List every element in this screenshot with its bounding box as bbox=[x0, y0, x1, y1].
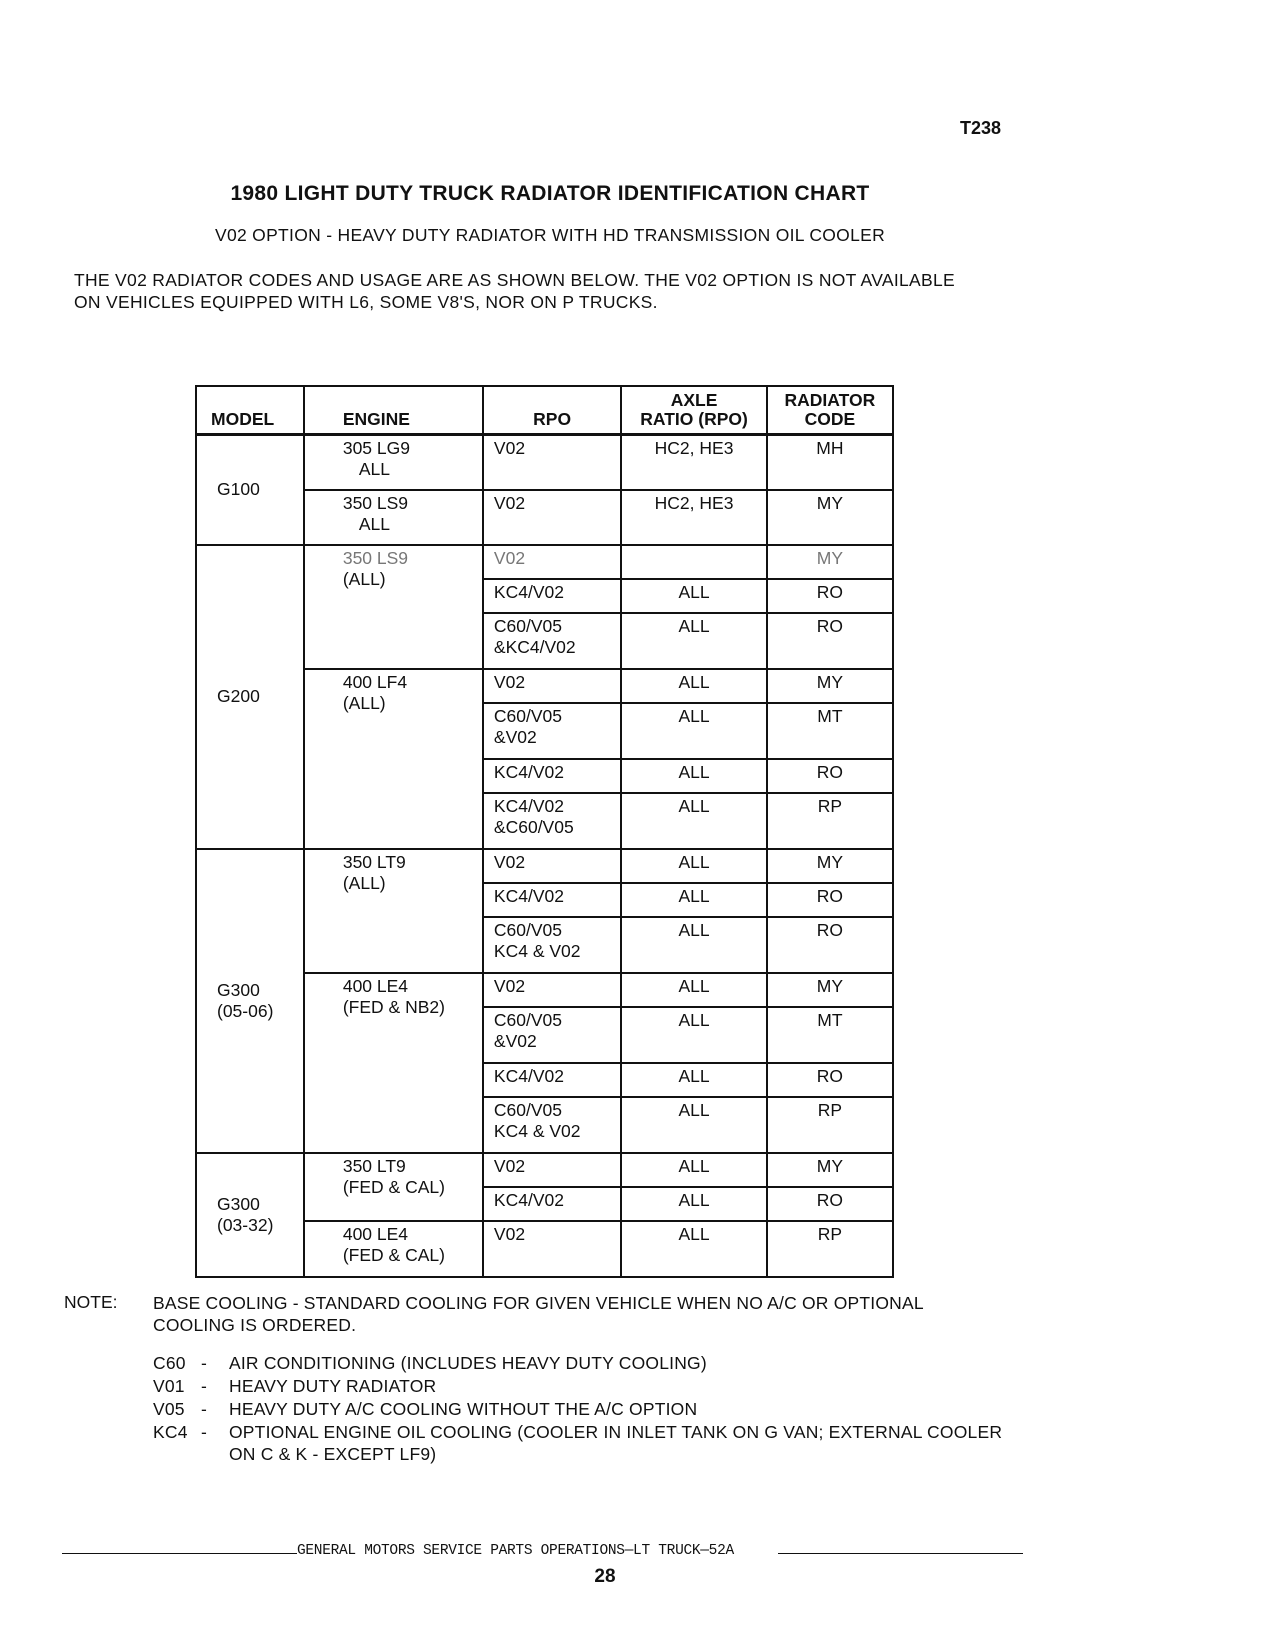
table-header-row bbox=[196, 386, 893, 434]
radiator-code-cell: MY bbox=[767, 490, 893, 545]
axle-ratio-cell: HC2, HE3 bbox=[621, 490, 767, 545]
option-dash: - bbox=[201, 1353, 208, 1373]
engine-cell: 305 LG9 ALL bbox=[304, 434, 483, 490]
option-item bbox=[153, 1352, 1019, 1374]
rpo-cell: V02 bbox=[483, 669, 621, 703]
footer-rule-right bbox=[778, 1553, 1023, 1554]
axle-ratio-cell: ALL bbox=[621, 1063, 767, 1097]
radiator-code-cell: RO bbox=[767, 579, 893, 613]
table-row bbox=[196, 1153, 893, 1187]
radiator-code-cell: MY bbox=[767, 849, 893, 883]
radiator-code-cell: MY bbox=[767, 1153, 893, 1187]
page-subtitle: V02 OPTION - HEAVY DUTY RADIATOR WITH HD TRANSMISSION OIL COOLER bbox=[214, 225, 886, 245]
axle-ratio-cell: ALL bbox=[621, 917, 767, 973]
radiator-code-cell: RO bbox=[767, 1187, 893, 1221]
page-title: 1980 LIGHT DUTY TRUCK RADIATOR IDENTIFICATION CHART bbox=[230, 182, 870, 205]
radiator-code-cell: RO bbox=[767, 883, 893, 917]
rpo-cell: C60/V05 &V02 bbox=[483, 703, 621, 759]
rpo-cell: V02 bbox=[483, 849, 621, 883]
model-cell: G300 (03-32) bbox=[196, 1153, 304, 1277]
radiator-code-cell: RP bbox=[767, 793, 893, 849]
radiator-code-cell: RP bbox=[767, 1097, 893, 1153]
footer-rule-left bbox=[62, 1553, 297, 1554]
rpo-cell: KC4/V02 bbox=[483, 883, 621, 917]
option-code: C60 bbox=[153, 1353, 186, 1373]
intro-line: THE V02 RADIATOR CODES AND USAGE ARE AS SHOWN BELOW. THE V02 OPTION IS NOT AVAILABLE bbox=[74, 270, 955, 290]
option-code: V01 bbox=[153, 1376, 185, 1396]
rpo-cell: C60/V05 &KC4/V02 bbox=[483, 613, 621, 669]
axle-ratio-cell: ALL bbox=[621, 703, 767, 759]
radiator-code-cell: RO bbox=[767, 917, 893, 973]
axle-ratio-cell: ALL bbox=[621, 849, 767, 883]
axle-ratio-cell: ALL bbox=[621, 759, 767, 793]
note-label: NOTE: bbox=[64, 1292, 118, 1312]
radiator-code-cell: MY bbox=[767, 545, 893, 579]
radiator-chart-table bbox=[195, 385, 894, 1278]
axle-ratio-cell: ALL bbox=[621, 973, 767, 1007]
option-code: KC4 bbox=[153, 1422, 188, 1442]
rpo-cell: KC4/V02 bbox=[483, 759, 621, 793]
header-engine: ENGINE bbox=[304, 386, 483, 434]
document-code: T238 bbox=[960, 118, 1002, 138]
radiator-code-cell: RO bbox=[767, 613, 893, 669]
axle-ratio-cell: ALL bbox=[621, 669, 767, 703]
engine-cell: 350 LT9 (FED & CAL) bbox=[304, 1153, 483, 1221]
radiator-code-cell: RO bbox=[767, 759, 893, 793]
option-code: V05 bbox=[153, 1399, 185, 1419]
header-model: MODEL bbox=[196, 386, 304, 434]
axle-ratio-cell: ALL bbox=[621, 1221, 767, 1277]
option-dash: - bbox=[201, 1376, 208, 1396]
rpo-cell: V02 bbox=[483, 434, 621, 490]
option-dash: - bbox=[201, 1422, 208, 1442]
engine-cell: 350 LS9 ALL bbox=[304, 490, 483, 545]
option-text: HEAVY DUTY RADIATOR bbox=[229, 1376, 437, 1396]
engine-cell: 400 LE4 (FED & NB2) bbox=[304, 973, 483, 1153]
radiator-code-cell: MY bbox=[767, 973, 893, 1007]
intro-line: ON VEHICLES EQUIPPED WITH L6, SOME V8'S, NOR ON P TRUCKS. bbox=[74, 292, 658, 312]
option-dash: - bbox=[201, 1399, 208, 1419]
rpo-cell: C60/V05 KC4 & V02 bbox=[483, 1097, 621, 1153]
option-text: AIR CONDITIONING (INCLUDES HEAVY DUTY COOLING) bbox=[229, 1353, 707, 1373]
rpo-cell: V02 bbox=[483, 1221, 621, 1277]
model-cell: G300 (05-06) bbox=[196, 849, 304, 1153]
rpo-cell: KC4/V02 bbox=[483, 1063, 621, 1097]
note-line: COOLING IS ORDERED. bbox=[153, 1315, 357, 1335]
axle-ratio-cell: ALL bbox=[621, 1153, 767, 1187]
option-item bbox=[153, 1375, 1019, 1397]
header-rpo: RPO bbox=[483, 386, 621, 434]
option-item bbox=[153, 1398, 1019, 1420]
axle-ratio-cell: ALL bbox=[621, 1097, 767, 1153]
radiator-code-cell: RO bbox=[767, 1063, 893, 1097]
rpo-cell: KC4/V02 &C60/V05 bbox=[483, 793, 621, 849]
axle-ratio-cell bbox=[621, 545, 767, 579]
header-radiator-code: RADIATOR CODE bbox=[767, 386, 893, 434]
axle-ratio-cell: ALL bbox=[621, 883, 767, 917]
option-text: HEAVY DUTY A/C COOLING WITHOUT THE A/C OPTION bbox=[229, 1399, 698, 1419]
table-row bbox=[196, 849, 893, 883]
engine-cell: 400 LF4 (ALL) bbox=[304, 669, 483, 849]
model-cell: G100 bbox=[196, 434, 304, 545]
model-cell: G200 bbox=[196, 545, 304, 849]
radiator-code-cell: RP bbox=[767, 1221, 893, 1277]
axle-ratio-cell: ALL bbox=[621, 579, 767, 613]
rpo-cell: KC4/V02 bbox=[483, 1187, 621, 1221]
rpo-cell: C60/V05 &V02 bbox=[483, 1007, 621, 1063]
rpo-cell: V02 bbox=[483, 545, 621, 579]
rpo-cell: V02 bbox=[483, 490, 621, 545]
radiator-code-cell: MH bbox=[767, 434, 893, 490]
rpo-cell: V02 bbox=[483, 1153, 621, 1187]
footer-text: GENERAL MOTORS SERVICE PARTS OPERATIONS—LT TRUCK—52A bbox=[297, 1543, 734, 1559]
axle-ratio-cell: ALL bbox=[621, 613, 767, 669]
engine-cell: 350 LT9 (ALL) bbox=[304, 849, 483, 973]
page-number: 28 bbox=[594, 1566, 616, 1587]
engine-cell: 400 LE4 (FED & CAL) bbox=[304, 1221, 483, 1277]
option-text: OPTIONAL ENGINE OIL COOLING (COOLER IN INLET TANK ON G VAN; EXTERNAL COOLER ON C & K - EXCEPT LF9) bbox=[229, 1422, 1003, 1464]
note-text bbox=[153, 1292, 1033, 1336]
header-axle-ratio: AXLE RATIO (RPO) bbox=[621, 386, 767, 434]
intro-paragraph bbox=[74, 269, 1074, 313]
rpo-cell: V02 bbox=[483, 973, 621, 1007]
rpo-cell: C60/V05 KC4 & V02 bbox=[483, 917, 621, 973]
axle-ratio-cell: ALL bbox=[621, 1187, 767, 1221]
table-row bbox=[196, 545, 893, 579]
radiator-code-cell: MT bbox=[767, 703, 893, 759]
table-row bbox=[196, 434, 893, 490]
note-line: BASE COOLING - STANDARD COOLING FOR GIVEN VEHICLE WHEN NO A/C OR OPTIONAL bbox=[153, 1293, 924, 1313]
rpo-cell: KC4/V02 bbox=[483, 579, 621, 613]
axle-ratio-cell: HC2, HE3 bbox=[621, 434, 767, 490]
radiator-code-cell: MT bbox=[767, 1007, 893, 1063]
option-item bbox=[153, 1421, 1019, 1465]
axle-ratio-cell: ALL bbox=[621, 1007, 767, 1063]
axle-ratio-cell: ALL bbox=[621, 793, 767, 849]
radiator-code-cell: MY bbox=[767, 669, 893, 703]
engine-cell: 350 LS9 (ALL) bbox=[304, 545, 483, 669]
